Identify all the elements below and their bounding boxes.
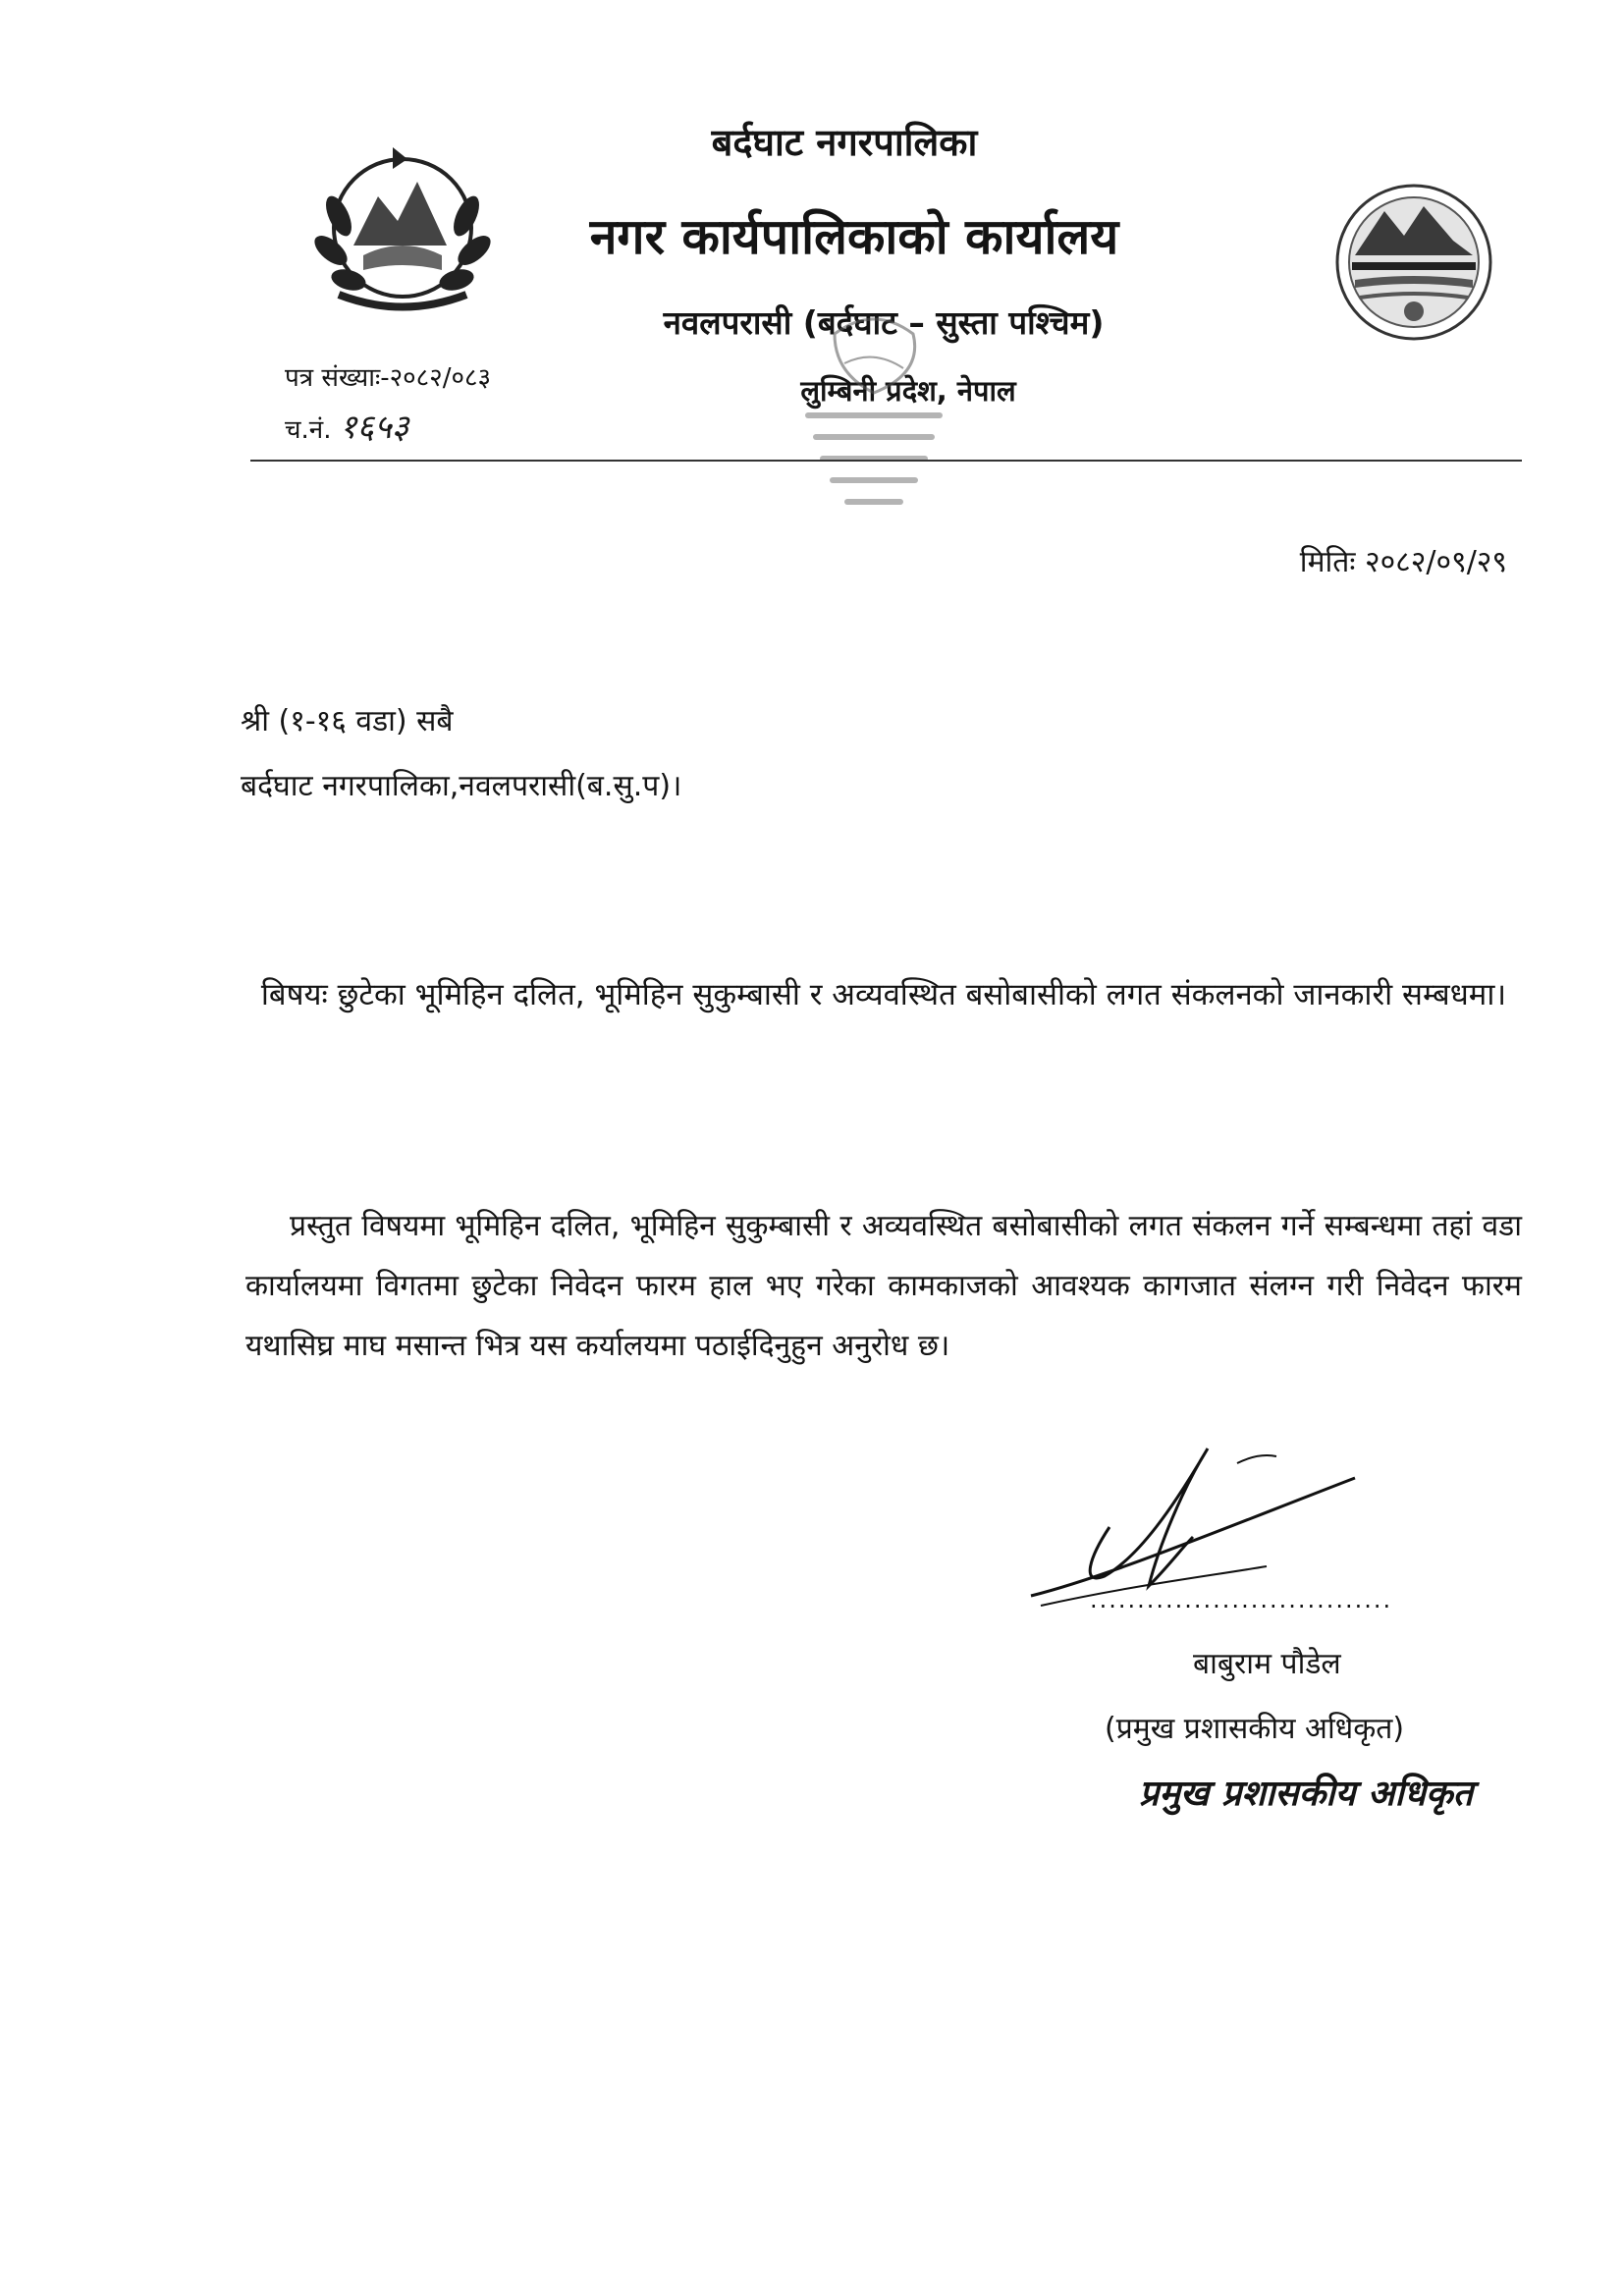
subject-text: छुटेका भूमिहिन दलित, भूमिहिन सुकुम्बासी र अव्यवस्थित बसोबासीको लगत संकलनको जानकारी सम्बधमा। xyxy=(337,977,1507,1012)
district-line: नवलपरासी (बर्दघाट – सुस्ता पश्चिम) xyxy=(663,303,1105,342)
header-divider xyxy=(250,460,1522,462)
dispatch-label: च.नं. xyxy=(285,415,332,445)
signatory-title: (प्रमुख प्रशासकीय अधिकृत) xyxy=(1105,1712,1405,1746)
nepal-emblem-logo xyxy=(309,137,496,314)
signatory-name: बाबुराम पौडेल xyxy=(1193,1647,1341,1681)
addressee-line-2: बर्दघाट नगरपालिका,नवलपरासी(ब.सु.प)। xyxy=(241,769,682,803)
reference-label: पत्र संख्याः- xyxy=(285,363,390,393)
office-stamp xyxy=(776,295,972,520)
province-line: लुम्बिनी प्रदेश, नेपाल xyxy=(800,374,1016,408)
office-name: नगर कार्यपालिकाको कार्यालय xyxy=(589,208,1119,265)
addressee-line-1: श्री (१-१६ वडा) सबै xyxy=(241,704,454,738)
signature-line: ................................ xyxy=(1090,1586,1393,1613)
subject xyxy=(250,962,1517,1027)
letter-date xyxy=(1300,540,1507,580)
date-value: २०८२/०९/२९ xyxy=(1364,545,1507,579)
reference-value: २०८२/०८३ xyxy=(389,363,492,393)
subject-label: बिषयः xyxy=(260,977,328,1012)
dispatch-number xyxy=(285,403,408,448)
municipality-name: बर्दघाट नगरपालिका xyxy=(711,121,978,164)
designation-stamp: प्रमुख प्रशासकीय अधिकृत xyxy=(1139,1774,1474,1814)
municipality-logo xyxy=(1330,182,1497,344)
body-paragraph: प्रस्तुत विषयमा भूमिहिन दलित, भूमिहिन सुकुम्बासी र अव्यवस्थित बसोबासीको लगत संकलन गर्ने सम्बन्धमा तहां वडा कार्यालयमा विगतमा छुटेका निवेदन फारम हाल भए गरेका कामकाजको आवश्यक कागजात संलग्न गरी निवेदन फारम यथासिघ्र माघ मसान्त भित्र यस कर्यालयमा पठाईदिनुहुन अनुरोध छ। xyxy=(245,1209,1522,1363)
dispatch-value: १६५३ xyxy=(339,408,409,447)
date-label: मितिः xyxy=(1299,545,1356,579)
reference-number xyxy=(285,358,491,394)
